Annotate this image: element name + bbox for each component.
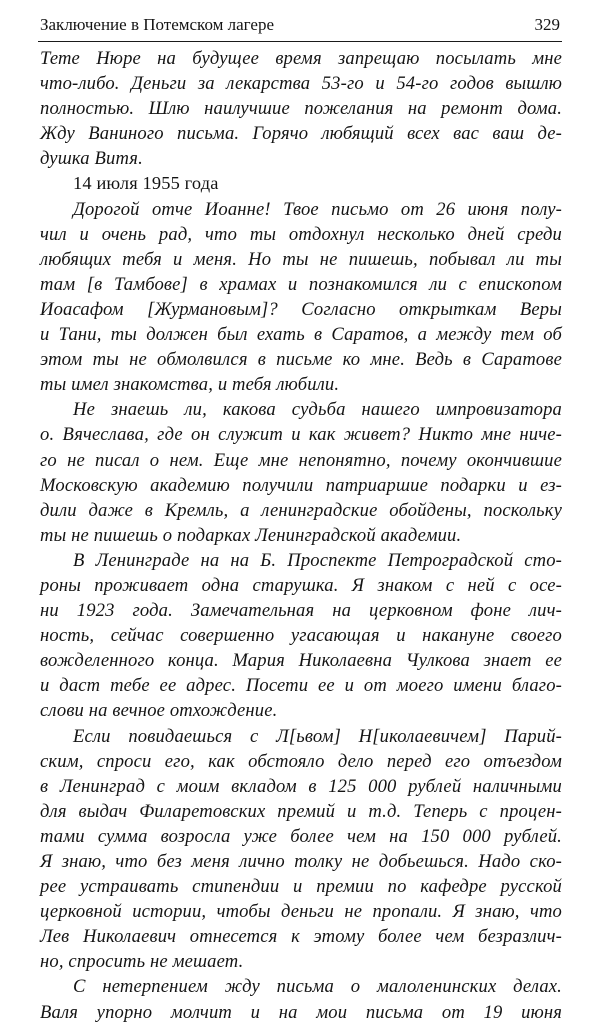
text-line: душка Витя.: [40, 148, 143, 170]
letter-date: 14 июля 1955 года: [73, 173, 219, 194]
text-line: Иоасафом [Журмановым]? Согласно открыткам Веры: [40, 298, 562, 320]
text-line: С нетерпением жду письма о малоленинских делах.: [73, 976, 562, 998]
text-line: ность, сейчас совершенно угасающая и накануне своего: [40, 625, 562, 647]
text-line: церковной истории, чтобы деньги не пропали. Я знаю, что: [40, 901, 562, 923]
text-line: для выдач Филаретовских премий и т.д. Теперь с процен-: [40, 800, 562, 822]
text-line: роны проживает одна старушка. Я знаком с ней с осе-: [40, 574, 562, 596]
text-line: Тете Нюре на будущее время запрещаю посылать мне: [40, 48, 562, 69]
text-line: Жду Ваниного письма. Горячо любящий всех вас ваш де-: [40, 123, 562, 145]
text-line: Если повидаешься с Л[ьвом] Н[иколаевичем] Парий-: [73, 725, 562, 747]
header-rule: [38, 41, 562, 42]
text-line: Я знаю, что без меня лично толку не добьешься. Надо ско-: [40, 851, 562, 872]
text-line: этом ты не обмолвился в письме ко мне. Ведь в Саратове: [40, 349, 562, 371]
text-line: дили даже в Кремль, а ленинградские обойдены, поскольку: [40, 499, 562, 521]
text-line: Дорогой отче Иоанне! Твое письмо от 26 июня полу-: [73, 198, 562, 220]
text-line: вожделенного конца. Мария Николаевна Чулкова знает ее: [40, 650, 562, 672]
text-line: и даст тебе ее адрес. Посети ее и от моего имени благо-: [40, 675, 562, 697]
running-head: [40, 14, 560, 36]
text-line: ни 1923 года. Замечательная на церковном фоне лич-: [40, 600, 562, 622]
text-line: что-либо. Деньги за лекарства 53-го и 54-го годов вышлю: [40, 73, 562, 95]
text-line: В Ленинграде на на Б. Проспекте Петроградской сто-: [73, 549, 562, 571]
text-line: слови на вечное отхождение.: [40, 700, 278, 722]
text-line: о. Вячеслава, где он служит и как живет? Никто мне ниче-: [40, 424, 562, 446]
text-line: в Ленинград с моим вкладом в 125 000 рублей наличными: [40, 775, 562, 797]
text-line: рее устраивать стипендии и премии по кафедре русской: [40, 876, 562, 898]
text-line: тами сумма возросла уже более чем на 150 000 рублей.: [40, 825, 562, 847]
text-line: полностью. Шлю наилучшие пожелания на ремонт дома.: [40, 98, 562, 120]
text-line: чил и очень рад, что ты отдохнул несколько дней среди: [40, 223, 562, 245]
text-line: Московскую академию получили патриаршие подарки и ез-: [40, 474, 562, 496]
text-line: ты имел знакомства, и тебя любили.: [40, 374, 340, 396]
page-number: 329: [534, 15, 560, 34]
text-line: ским, спроси его, как обстояло дело перед его отъездом: [40, 750, 562, 772]
text-line: Валя упорно молчит и на мои письма от 19 июня: [40, 1001, 562, 1023]
text-line: там [в Тамбове] в храмах и познакомился ли с епископом: [40, 273, 562, 295]
body-text: [40, 46, 562, 1025]
running-title: Заключение в Потемском лагере: [40, 15, 274, 34]
text-line: Лев Николаевич отнесется к этому более чем безразлич-: [40, 926, 562, 948]
text-line: го не писал о нем. Еще мне непонятно, почему окончившие: [40, 449, 562, 471]
text-line: Не знаешь ли, какова судьба нашего импровизатора: [73, 399, 562, 421]
text-line: любящих тебя и меня. Но ты не пишешь, побывал ли ты: [40, 248, 562, 270]
text-line: ты не пишешь о подарках Ленинградской академии.: [40, 524, 462, 546]
text-line: и Тани, ты должен был ехать в Саратов, а между тем об: [40, 324, 562, 346]
text-line: но, спросить не мешает.: [40, 951, 244, 973]
